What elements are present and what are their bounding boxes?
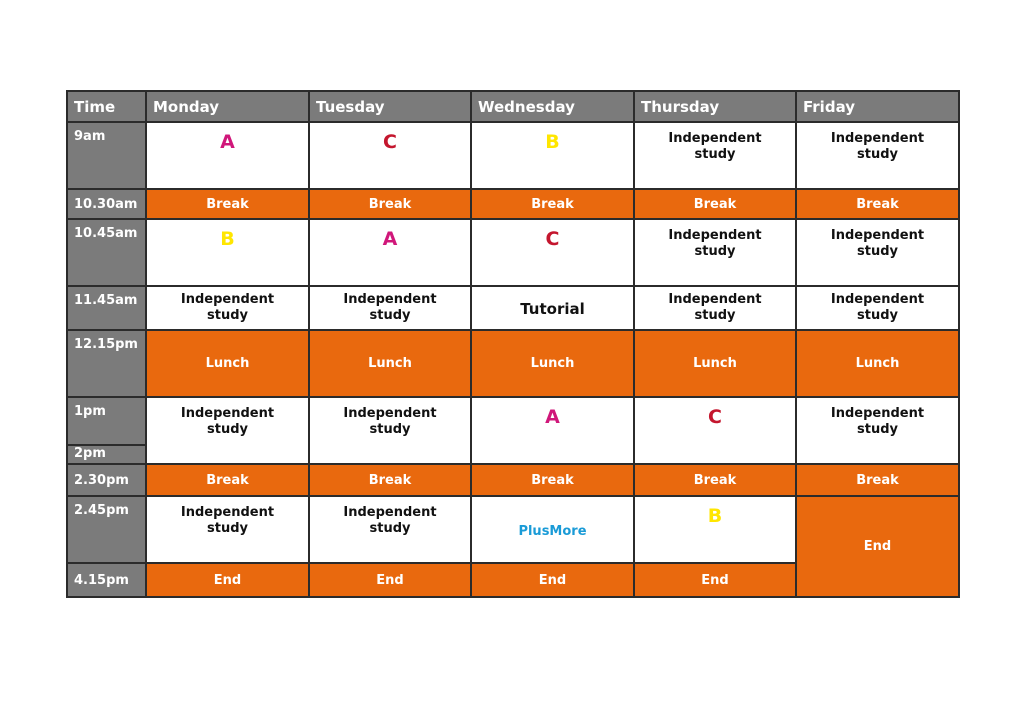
end-cell: End [309, 563, 471, 597]
cell-mon-1145am [146, 286, 309, 330]
break-cell: Break [796, 464, 959, 496]
independent-study: Independent study [343, 292, 437, 323]
subject-c: C [708, 406, 722, 428]
cell-mon-1045am [146, 219, 309, 286]
time-245pm: 2.45pm [67, 496, 146, 563]
break-cell: Break [471, 464, 634, 496]
cell-wed-9am [471, 122, 634, 189]
independent-study: Independent study [343, 505, 437, 536]
header-thursday: Thursday [634, 91, 796, 122]
time-1pm-2pm [67, 397, 146, 464]
plusmore-label: PlusMore [518, 524, 587, 539]
subject-b: B [220, 228, 235, 250]
break-cell: Break [471, 189, 634, 219]
row-245pm [67, 496, 959, 563]
cell-mon-245pm [146, 496, 309, 563]
time-1215pm: 12.15pm [67, 330, 146, 397]
time-415pm: 4.15pm [67, 563, 146, 597]
independent-study: Independent study [830, 228, 925, 259]
break-cell: Break [634, 189, 796, 219]
cell-tue-1pm [309, 397, 471, 464]
cell-thu-245pm [634, 496, 796, 563]
time-230pm: 2.30pm [67, 464, 146, 496]
break-cell: Break [309, 464, 471, 496]
cell-tue-9am [309, 122, 471, 189]
cell-fri-1045am [796, 219, 959, 286]
time-2pm: 2pm [68, 444, 145, 462]
break-cell: Break [146, 189, 309, 219]
row-1045am [67, 219, 959, 286]
cell-thu-9am [634, 122, 796, 189]
cell-fri-1145am [796, 286, 959, 330]
independent-study: Independent study [668, 131, 762, 162]
cell-mon-9am [146, 122, 309, 189]
independent-study: Independent study [830, 292, 925, 323]
lunch-cell: Lunch [146, 330, 309, 397]
row-1pm [67, 397, 959, 464]
independent-study: Independent study [668, 228, 762, 259]
row-1030am [67, 189, 959, 219]
cell-fri-1pm [796, 397, 959, 464]
cell-tue-1145am [309, 286, 471, 330]
break-cell: Break [796, 189, 959, 219]
row-1215pm [67, 330, 959, 397]
break-cell: Break [309, 189, 471, 219]
header-wednesday: Wednesday [471, 91, 634, 122]
cell-fri-9am [796, 122, 959, 189]
end-cell: End [146, 563, 309, 597]
subject-c: C [383, 131, 397, 153]
row-1145am [67, 286, 959, 330]
end-cell: End [634, 563, 796, 597]
cell-wed-1pm [471, 397, 634, 464]
cell-wed-1145am [471, 286, 634, 330]
independent-study: Independent study [343, 406, 437, 437]
subject-a: A [382, 228, 398, 250]
cell-tue-1045am [309, 219, 471, 286]
independent-study: Independent study [180, 292, 275, 323]
row-230pm [67, 464, 959, 496]
header-friday: Friday [796, 91, 959, 122]
row-9am [67, 122, 959, 189]
header-tuesday: Tuesday [309, 91, 471, 122]
lunch-cell: Lunch [471, 330, 634, 397]
cell-thu-1145am [634, 286, 796, 330]
time-1030am: 10.30am [67, 189, 146, 219]
header-monday: Monday [146, 91, 309, 122]
cell-thu-1pm [634, 397, 796, 464]
cell-tue-245pm [309, 496, 471, 563]
subject-b: B [707, 505, 723, 527]
independent-study: Independent study [830, 131, 925, 162]
subject-a: A [220, 131, 235, 153]
break-cell: Break [634, 464, 796, 496]
independent-study: Independent study [668, 292, 762, 323]
time-1045am: 10.45am [67, 219, 146, 286]
tutorial-label: Tutorial [520, 299, 585, 318]
cell-mon-1pm [146, 397, 309, 464]
header-time: Time [67, 91, 146, 122]
independent-study: Independent study [180, 505, 275, 536]
time-9am: 9am [67, 122, 146, 189]
end-cell: End [471, 563, 634, 597]
break-cell: Break [146, 464, 309, 496]
time-1pm: 1pm [74, 404, 106, 419]
independent-study: Independent study [180, 406, 275, 437]
end-cell-friday: End [796, 496, 959, 597]
lunch-cell: Lunch [796, 330, 959, 397]
header-row [67, 91, 959, 122]
subject-a: A [545, 406, 560, 428]
cell-thu-1045am [634, 219, 796, 286]
cell-wed-1045am [471, 219, 634, 286]
subject-c: C [545, 228, 560, 250]
time-1145am: 11.45am [67, 286, 146, 330]
independent-study: Independent study [830, 406, 925, 437]
timetable [66, 90, 960, 598]
lunch-cell: Lunch [309, 330, 471, 397]
subject-b: B [545, 131, 560, 153]
lunch-cell: Lunch [634, 330, 796, 397]
cell-wed-245pm [471, 496, 634, 563]
